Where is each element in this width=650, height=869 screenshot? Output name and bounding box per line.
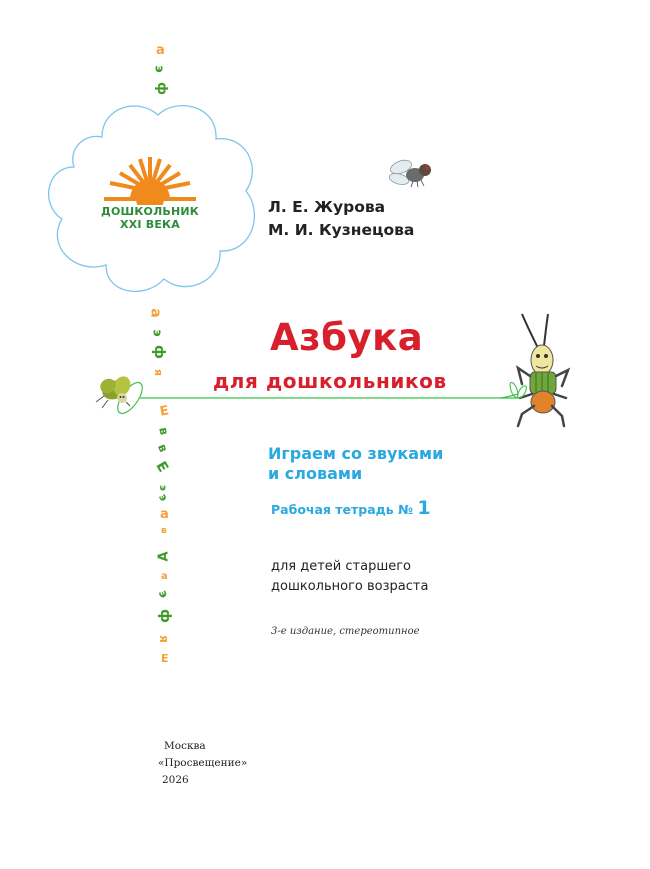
cockroach-character-icon [500, 310, 600, 430]
decor-letter: а [147, 308, 164, 318]
decor-letter: Е [152, 458, 172, 476]
logo-line-2: XXI ВЕКА [120, 218, 180, 231]
imprint-city: Москва [164, 740, 206, 752]
audience-line-2: дошкольного возраста [271, 579, 429, 594]
decor-letter: э [156, 485, 168, 491]
decor-letter: э [155, 588, 172, 600]
decor-letter: я [156, 635, 171, 643]
audience-line-1: для детей старшего [271, 559, 412, 574]
series-line-2: и словами [268, 464, 363, 483]
logo-line-1: ДОШКОЛЬНИК [100, 205, 199, 218]
workbook-label [271, 497, 431, 519]
decor-letter: Е [161, 652, 169, 665]
decor-letter: э [156, 491, 171, 504]
beetle-icon [92, 368, 152, 418]
series-title [268, 444, 443, 484]
decor-letter: я [152, 368, 166, 377]
series-line-1: Играем со звуками [268, 444, 444, 463]
decor-letter: А [156, 551, 172, 562]
book-title: Азбука [270, 316, 424, 359]
workbook-text: Рабочая тетрадь № [271, 502, 414, 517]
decor-letter: ф [156, 609, 173, 623]
edition-note: 3-е издание, стереотипное [271, 626, 420, 637]
decor-letter: а [160, 507, 169, 522]
decor-letter: а [156, 43, 165, 58]
workbook-number: 1 [417, 497, 431, 519]
author-2: М. И. Кузнецова [268, 221, 415, 239]
decor-letter: э [150, 329, 165, 337]
decor-letter: в [156, 426, 172, 436]
decor-letter: э [152, 65, 167, 73]
imprint-publisher: «Просвещение» [158, 757, 248, 769]
audience [271, 557, 428, 597]
decor-letter: ф [150, 345, 167, 359]
decor-letter: в [154, 442, 171, 454]
imprint [158, 738, 247, 789]
decor-letter: в [161, 526, 167, 536]
decor-letter: ф [153, 82, 169, 95]
decor-letter: Е [158, 403, 171, 420]
imprint-year: 2026 [162, 774, 189, 786]
author-1: Л. Е. Журова [268, 198, 386, 216]
book-subtitle: для дошкольников [213, 369, 447, 393]
decor-letter: а [161, 571, 168, 582]
